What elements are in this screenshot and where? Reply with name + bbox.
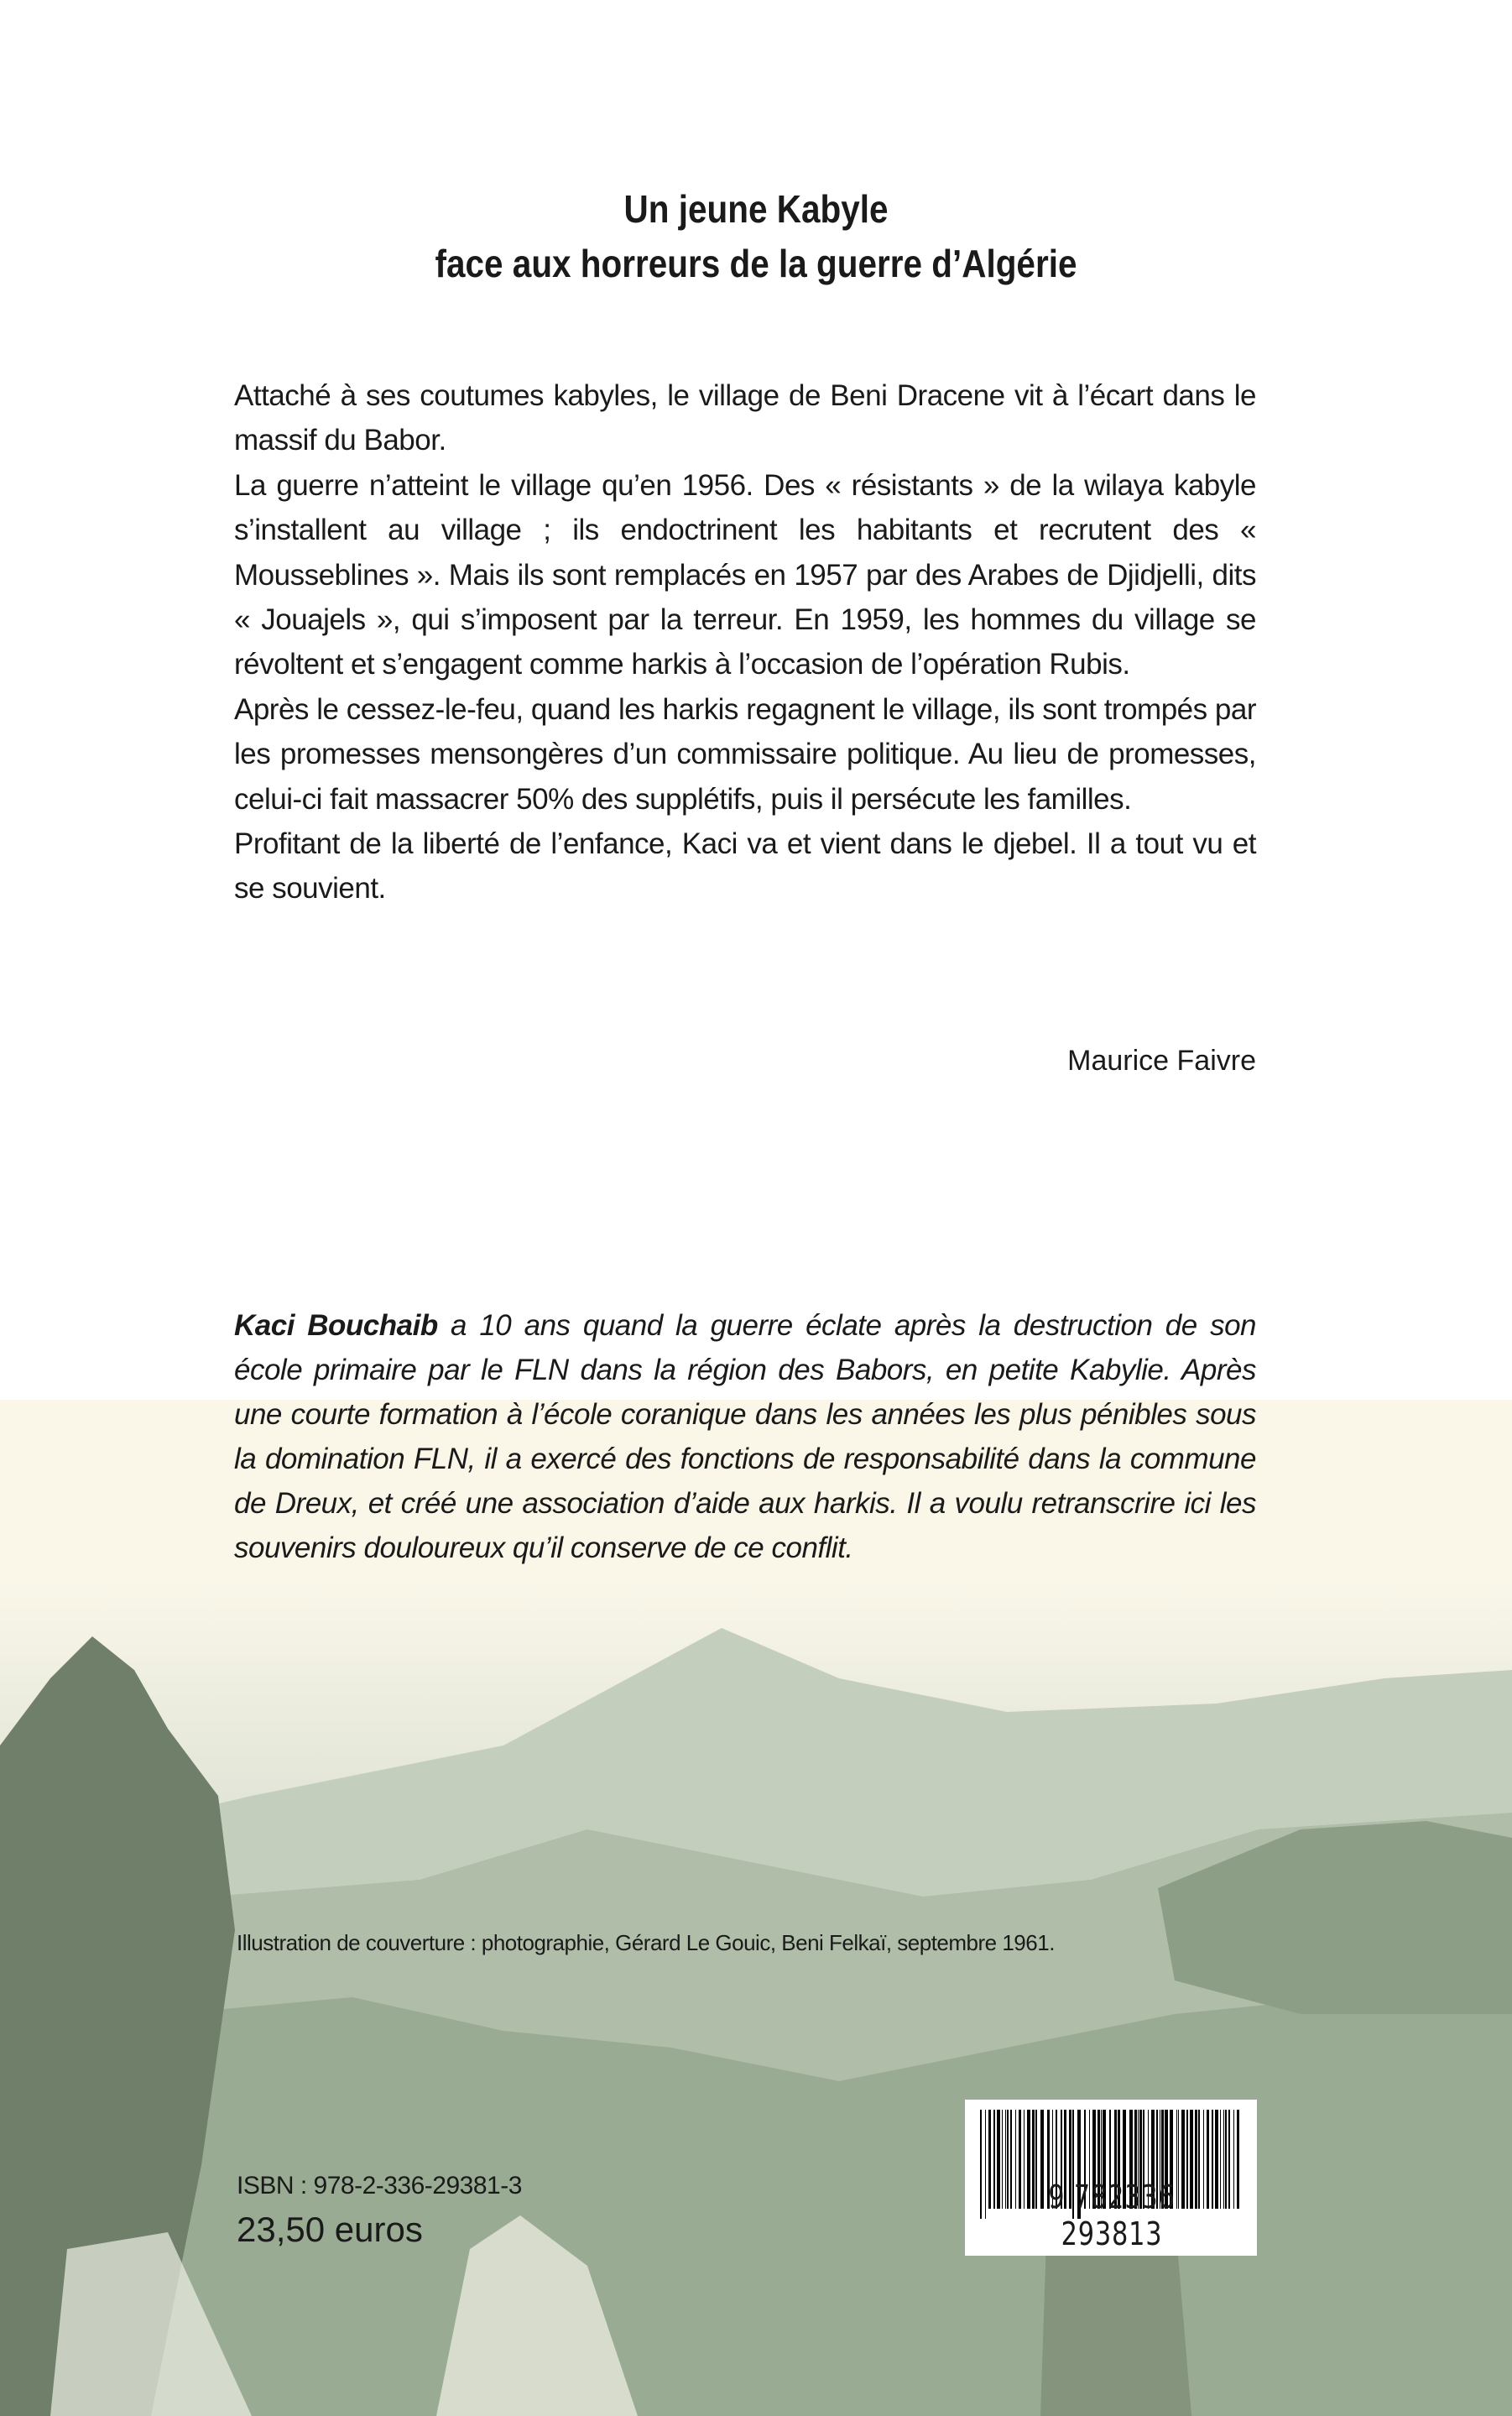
author-name: Kaci Bouchaib: [234, 1309, 438, 1342]
title-line-2: face aux horreurs de la guerre d’Algérie: [435, 242, 1077, 285]
blurb-paragraph: La guerre n’atteint le village qu’en 1956. Des « résistants » de la wilaya kabyle s’installent au village ; ils endoctrinent les habitants et recrutent des « Mousseblines ». Mais ils sont remplacés en 1957 par des Arabes de Djidjelli, dits « Jouajels », qui s’imposent par la terreur. En 1959, les hommes du village se révoltent et s’engagent comme harkis à l’occasion de l’opération Rubis.: [234, 468, 1256, 681]
blurb-paragraph: Attaché à ses coutumes kabyles, le village de Beni Dracene vit à l’écart dans le massif du Babor.: [234, 379, 1256, 457]
barcode-bar: [988, 2110, 991, 2209]
barcode-bar: [1228, 2110, 1230, 2209]
blurb-paragraph: Profitant de la liberté de l’enfance, Kaci va et vient dans le djebel. Il a tout vu et se souvient.: [234, 827, 1256, 905]
price: 23,50 euros: [237, 2210, 423, 2249]
barcode-bar: [1237, 2110, 1239, 2209]
blurb-paragraph: Après le cessez-le-feu, quand les harkis regagnent le village, ils sont trompés par les promesses mensongères d’un commissaire politique. Au lieu de promesses, celui-ci fait massacrer 50% des supplétifs, puis il persécute les familles.: [234, 692, 1256, 816]
cover-photograph: [0, 1578, 1512, 2416]
isbn: ISBN : 978-2-336-29381-3: [237, 2172, 522, 2199]
bio-text: a 10 ans quand la guerre éclate après la destruction de son école primaire par le FLN dans la région des Babors, en petite Kabylie. Après une courte formation à l’école coranique dans les années les plus pénibles sous la domination FLN, il a exercé des fonctions de responsabilité dans la commune de Dreux, et créé une association d’aide aux harkis. Il a voulu retranscrire ici les souvenirs douloureux qu’il conserve de ce conflit.: [234, 1309, 1256, 1564]
author-bio: [234, 1303, 1256, 1570]
barcode-bar: [993, 2110, 995, 2209]
title-line-1: Un jeune Kabyle: [623, 187, 889, 231]
barcode-bar: [980, 2110, 982, 2219]
barcode: [965, 2100, 1257, 2256]
signature: Maurice Faivre: [1067, 1045, 1256, 1077]
barcode-bar: [1225, 2110, 1227, 2209]
barcode-bar: [1233, 2110, 1234, 2209]
barcode-bar: [985, 2110, 986, 2219]
barcode-digits: 9 782336 293813: [1048, 2179, 1176, 2252]
blurb: [234, 373, 1256, 911]
illustration-credit: Illustration de couverture : photographie, Gérard Le Gouic, Beni Felkaï, septembre 1961.: [237, 1930, 1055, 1955]
